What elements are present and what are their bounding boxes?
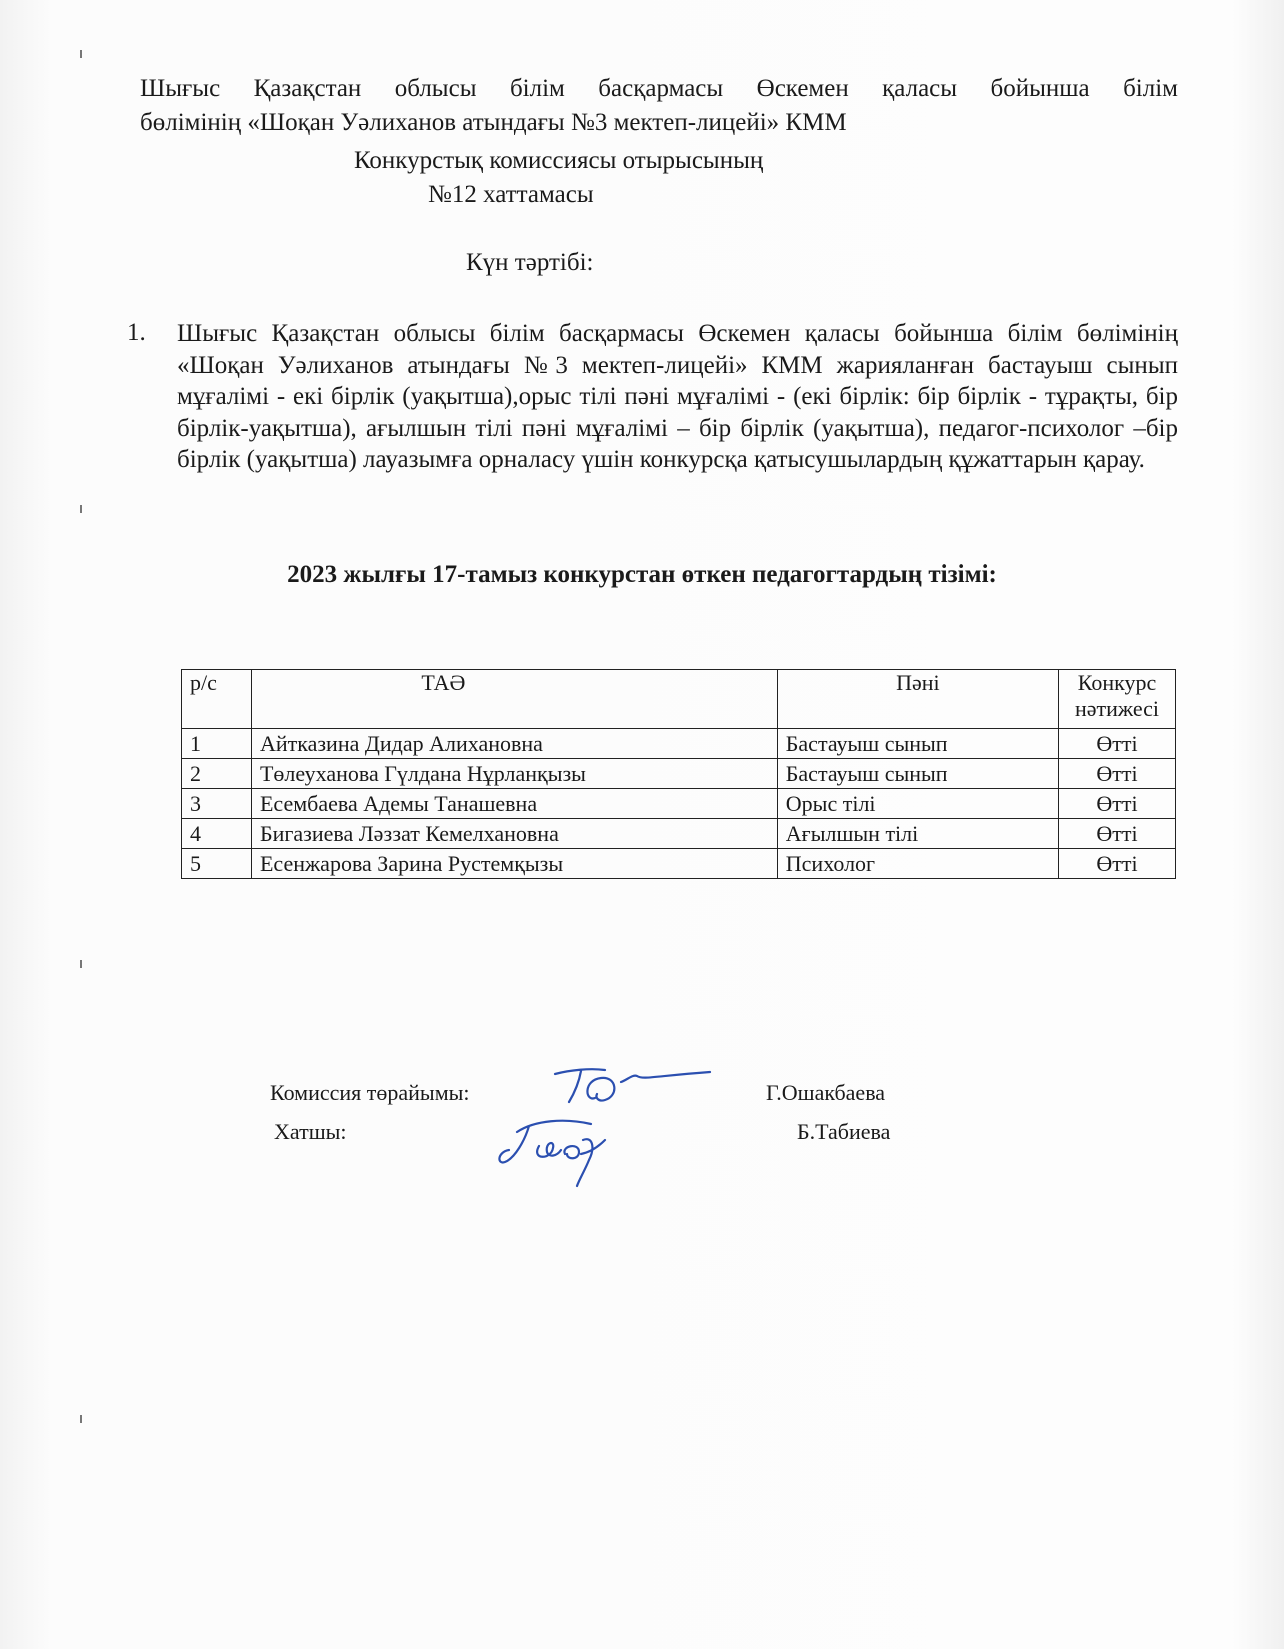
cell-name: Төлеуханова Гүлдана Нұрланқызы bbox=[251, 759, 777, 789]
header-result: Конкурс нәтижесі bbox=[1059, 670, 1176, 729]
cell-name: Есембаева Адемы Танашевна bbox=[251, 789, 777, 819]
protocol-number: №12 хаттамасы bbox=[428, 181, 594, 208]
cell-number: 1 bbox=[182, 729, 252, 759]
results-table bbox=[181, 669, 1176, 879]
cell-result: Өтті bbox=[1059, 849, 1176, 879]
punch-mark bbox=[80, 505, 82, 513]
cell-subject: Психолог bbox=[777, 849, 1058, 879]
cell-name: Есенжарова Зарина Рустемқызы bbox=[251, 849, 777, 879]
table-row bbox=[182, 789, 1176, 819]
cell-subject: Орыс тілі bbox=[777, 789, 1058, 819]
cell-subject: Ағылшын тілі bbox=[777, 819, 1058, 849]
header-line-1: Шығыс Қазақстан облысы білім басқармасы Өскемен қаласы бойынша білім bbox=[140, 75, 1178, 102]
header-number: р/с bbox=[182, 670, 252, 729]
agenda-item-number: 1. bbox=[127, 319, 146, 346]
cell-subject: Бастауыш сынып bbox=[777, 729, 1058, 759]
cell-result: Өтті bbox=[1059, 789, 1176, 819]
header-line-2: бөлімінің «Шоқан Уәлиханов атындағы №3 мектеп-лицейі» КММ bbox=[140, 109, 847, 136]
agenda-item-text: Шығыс Қазақстан облысы білім басқармасы Өскемен қаласы бойынша білім бөлімінің «Шоқан Уәлиханов атындағы №3 мектеп-лицейі» КММ жарияланған бастауыш сынып мұғалімі - екі бірлік (уақытша),орыс тілі пәні мұғалімі - (екі бірлік: бір бірлік - тұрақты, бір бірлік-уақытша), ағылшын тілі пәні мұғалімі – бір бірлік (уақытша), педагог-психолог –бір бірлік (уақытша) лауазымға орналасу үшін конкурсқа қатысушылардың құжаттарын қарау. bbox=[177, 320, 1178, 473]
list-title: 2023 жылғы 17-тамыз конкурстан өткен педагогтардың тізімі: bbox=[287, 561, 997, 588]
cell-number: 2 bbox=[182, 759, 252, 789]
secretary-name: Б.Табиева bbox=[797, 1119, 891, 1144]
header-name: ТАӘ bbox=[251, 670, 777, 729]
table-row bbox=[182, 849, 1176, 879]
secretary-label: Хатшы: bbox=[274, 1119, 347, 1144]
cell-subject: Бастауыш сынып bbox=[777, 759, 1058, 789]
chair-name: Г.Ошакбаева bbox=[766, 1080, 886, 1105]
cell-number: 3 bbox=[182, 789, 252, 819]
cell-name: Бигазиева Ләззат Кемелхановна bbox=[251, 819, 777, 849]
punch-mark bbox=[80, 50, 82, 58]
table-header-row bbox=[182, 670, 1176, 729]
chair-signature bbox=[545, 1060, 715, 1110]
cell-number: 4 bbox=[182, 819, 252, 849]
cell-result: Өтті bbox=[1059, 819, 1176, 849]
table-row bbox=[182, 819, 1176, 849]
header-subject: Пәні bbox=[777, 670, 1058, 729]
punch-mark bbox=[80, 960, 82, 968]
cell-result: Өтті bbox=[1059, 729, 1176, 759]
table-row bbox=[182, 759, 1176, 789]
table-row bbox=[182, 729, 1176, 759]
cell-name: Айтказина Дидар Алихановна bbox=[251, 729, 777, 759]
secretary-signature bbox=[495, 1110, 635, 1190]
header-line-3: Конкурстық комиссиясы отырысының bbox=[354, 147, 764, 174]
cell-result: Өтті bbox=[1059, 759, 1176, 789]
chair-label: Комиссия төрайымы: bbox=[270, 1080, 470, 1105]
punch-mark bbox=[80, 1415, 82, 1423]
cell-number: 5 bbox=[182, 849, 252, 879]
agenda-title: Күн тәртібі: bbox=[466, 249, 594, 276]
